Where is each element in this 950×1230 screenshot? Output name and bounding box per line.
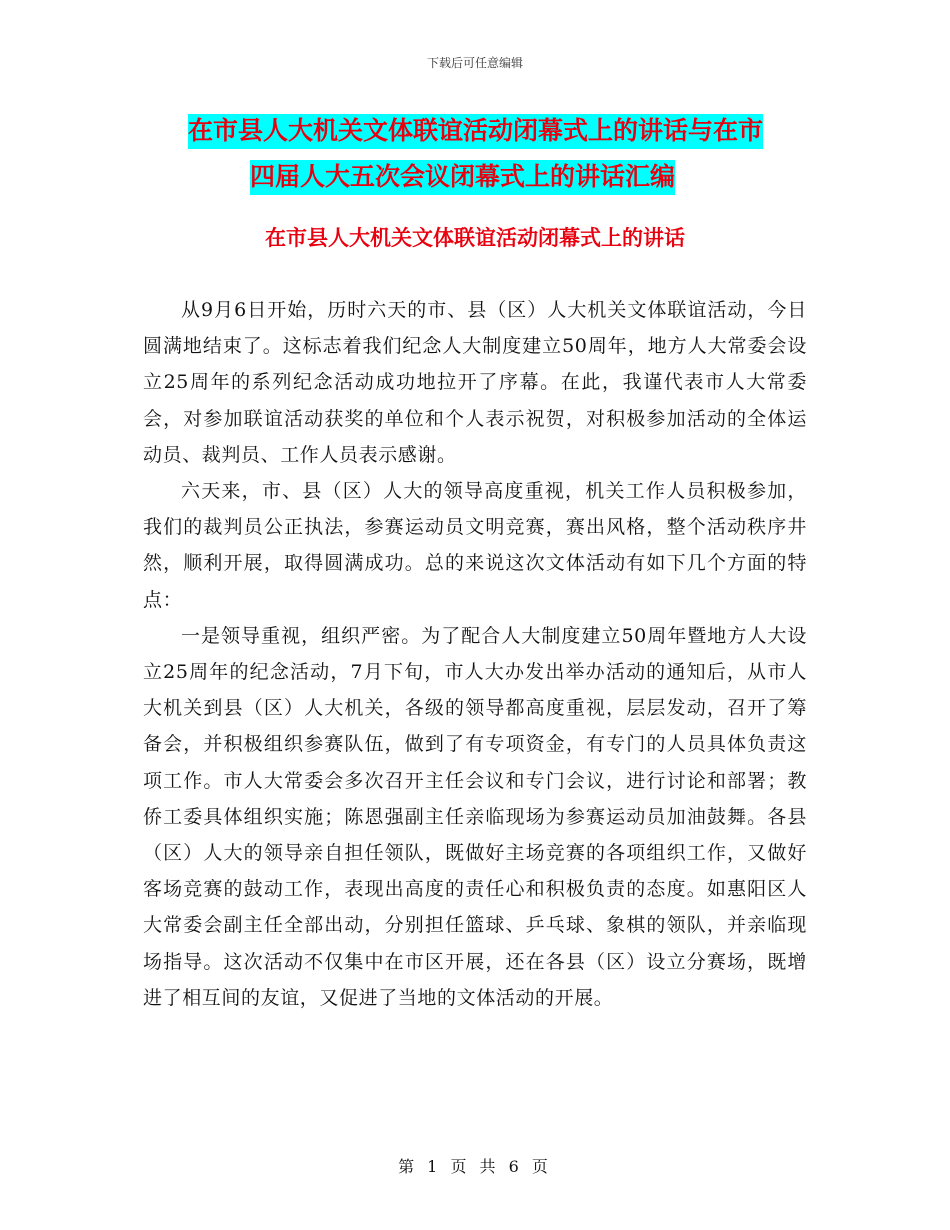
header-note: 下载后可任意编辑 [426, 56, 523, 70]
title-line-2-text: 四届人大五次会议闭幕式上的讲话汇编 [250, 160, 675, 195]
body-text [143, 292, 807, 1016]
document-title [188, 108, 808, 200]
section-title: 在市县人大机关文体联谊活动闭幕式上的讲话 [265, 226, 685, 250]
paragraph-1: 从9月6日开始，历时六天的市、县（区）人大机关文体联谊活动，今日圆满地结束了。这标志着我们纪念人大制度建立50周年，地方人大常委会设立25周年的系列纪念活动成功地拉开了序幕。在此，我谨代表市人大常委会，对参加联谊活动获奖的单位和个人表示祝贺，对积极参加活动的全体运动员、裁判员、工作人员表示感谢。 [143, 299, 807, 466]
title-line-2 [188, 154, 808, 200]
title-line-1 [188, 108, 808, 154]
page-footer: 第 1 页 共 6 页 [398, 1157, 552, 1176]
paragraph-2: 六天来，市、县（区）人大的领导高度重视，机关工作人员积极参加，我们的裁判员公正执法，参赛运动员文明竞赛，赛出风格，整个活动秩序井然，顺利开展，取得圆满成功。总的来说这次文体活动有如下几个方面的特点： [143, 480, 807, 611]
title-line-1-text: 在市县人大机关文体联谊活动闭幕式上的讲话与在市 [188, 114, 763, 149]
paragraph-3: 一是领导重视，组织严密。为了配合人大制度建立50周年暨地方人大设立25周年的纪念活动，7月下旬，市人大办发出举办活动的通知后，从市人大机关到县（区）人大机关，各级的领导都高度重视，层层发动，召开了筹备会，并积极组织参赛队伍，做到了有专项资金，有专门的人员具体负责这项工作。市人大常委会多次召开主任会议和专门会议，进行讨论和部署；教侨工委具体组织实施；陈恩强副主任亲临现场为参赛运动员加油鼓舞。各县（区）人大的领导亲自担任领队，既做好主场竞赛的各项组织工作，又做好客场竞赛的鼓动工作，表现出高度的责任心和积极负责的态度。如惠阳区人大常委会副主任全部出动，分别担任篮球、乒乓球、象棋的领队，并亲临现场指导。这次活动不仅集中在市区开展，还在各县（区）设立分赛场，既增进了相互间的友谊，又促进了当地的文体活动的开展。 [143, 624, 807, 1009]
